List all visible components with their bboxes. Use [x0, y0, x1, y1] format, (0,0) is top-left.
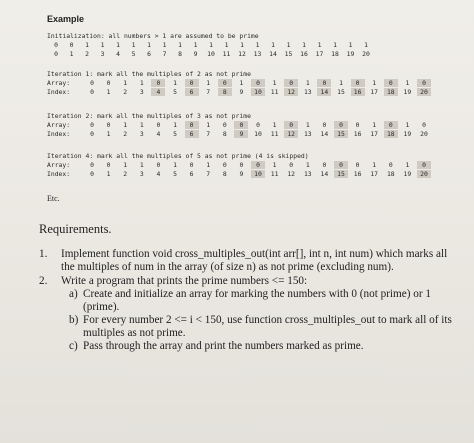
- index-cell: 4: [151, 88, 165, 96]
- array-cell: 0: [106, 121, 111, 129]
- etc-text: Etc.: [47, 194, 60, 203]
- index-cell: 14: [320, 170, 329, 178]
- index-cell: 10: [251, 88, 265, 96]
- array-cell: 1: [123, 121, 128, 129]
- array-cell: 1: [131, 41, 136, 49]
- index-cell: 17: [370, 88, 379, 96]
- array-cell: 1: [139, 79, 144, 87]
- array-cell: 0: [355, 161, 360, 169]
- index-cell: 16: [351, 88, 365, 96]
- array-cell: 1: [305, 79, 310, 87]
- index-cell: 11: [222, 50, 231, 58]
- array-cell: 0: [384, 79, 398, 87]
- index-cell: 20: [420, 130, 428, 138]
- index-cell: 3: [100, 50, 105, 58]
- init-title: Initialization: all numbers > 1 are assumed to be prime: [47, 32, 259, 40]
- index-cell: 9: [239, 170, 244, 178]
- index-cell: 8: [218, 88, 232, 96]
- sub-requirement-text: For every number 2 <= i < 150, use function cross_multiples_out to mark all of its multiples as not prime.: [83, 313, 452, 339]
- index-cell: 18: [331, 50, 339, 58]
- iteration-4-title: Iteration 4: mark all the multiples of 5 as not prime (4 is skipped): [47, 152, 309, 160]
- index-cell: 20: [417, 88, 431, 96]
- iteration-4-index-row: [47, 170, 428, 179]
- index-cell: 4: [156, 170, 161, 178]
- array-cell: 0: [284, 79, 298, 87]
- array-cell: 0: [189, 161, 194, 169]
- index-cell: 11: [270, 130, 279, 138]
- index-cell: 0: [90, 130, 94, 138]
- index-cell: 18: [384, 88, 398, 96]
- index-cell: 2: [85, 50, 89, 58]
- array-cell: 1: [240, 41, 244, 49]
- array-cell: 1: [405, 79, 410, 87]
- index-cell: 8: [222, 130, 227, 138]
- array-cell: 1: [162, 41, 167, 49]
- index-cell: 18: [384, 130, 398, 138]
- index-cell: 15: [337, 88, 345, 96]
- array-cell: 0: [417, 161, 431, 169]
- index-cell: 6: [185, 130, 199, 138]
- iteration-2-array-row: [47, 121, 426, 130]
- array-cell: 0: [334, 121, 348, 129]
- index-cell: 12: [284, 130, 298, 138]
- iteration-1-title: Iteration 1: mark all the multiples of 2 as not prime: [47, 70, 251, 78]
- array-cell: 1: [206, 121, 211, 129]
- array-cell: 1: [173, 79, 177, 87]
- array-cell: 1: [317, 41, 322, 49]
- sub-requirement-item: [39, 288, 459, 314]
- index-cell: 8: [178, 50, 182, 58]
- index-cell: 14: [269, 50, 277, 58]
- index-label: Index:: [47, 130, 71, 138]
- array-cell: 1: [173, 121, 177, 129]
- index-cell: 16: [353, 170, 362, 178]
- array-cell: 0: [351, 79, 365, 87]
- init-section: [47, 32, 370, 59]
- index-cell: 13: [253, 50, 262, 58]
- iteration-2-section: [47, 112, 428, 139]
- iteration-4-array-row: [47, 161, 426, 170]
- index-cell: 6: [189, 170, 194, 178]
- index-cell: 11: [270, 170, 279, 178]
- array-cell: 1: [286, 41, 291, 49]
- array-cell: 1: [348, 41, 353, 49]
- array-cell: 0: [90, 79, 94, 87]
- index-cell: 15: [284, 50, 293, 58]
- sub-requirement-text: Pass through the array and print the numbers marked as prime.: [83, 339, 364, 352]
- array-cell: 0: [218, 79, 232, 87]
- array-cell: 0: [317, 79, 331, 87]
- index-cell: 2: [123, 130, 128, 138]
- array-cell: 0: [284, 121, 298, 129]
- iteration-2-index-row: [47, 130, 428, 139]
- array-cell: 0: [322, 161, 327, 169]
- index-cell: 17: [370, 170, 379, 178]
- index-cell: 20: [362, 50, 370, 58]
- array-cell: 1: [272, 121, 277, 129]
- index-cell: 16: [300, 50, 308, 58]
- index-cell: 4: [116, 50, 120, 58]
- sub-requirement-text: Create and initialize an array for marking the numbers with 0 (not prime) or 1 (prime).: [83, 288, 431, 314]
- iteration-1-array-row: [47, 79, 426, 88]
- array-cell: 0: [239, 161, 244, 169]
- requirements-title: Requirements.: [39, 222, 112, 236]
- array-cell: 0: [106, 79, 111, 87]
- index-cell: 16: [353, 130, 362, 138]
- iteration-1-index-row: [47, 88, 428, 97]
- array-cell: 0: [251, 161, 265, 169]
- iteration-2-title: Iteration 2: mark all the multiples of 3 as not prime: [47, 112, 251, 120]
- array-cell: 0: [185, 121, 199, 129]
- array-cell: 0: [234, 121, 248, 129]
- requirement-text: Implement function void cross_multiples_out(int arr[], int n, int num) which marks all the multiples of num in the array (of size n) as not prime (excluding num).: [61, 248, 448, 273]
- index-cell: 5: [173, 130, 177, 138]
- index-cell: 18: [386, 170, 395, 178]
- sub-requirement-number: c): [69, 339, 78, 352]
- index-label: Index:: [47, 88, 71, 96]
- array-cell: 1: [405, 161, 410, 169]
- array-cell: 1: [305, 161, 310, 169]
- array-cell: 0: [90, 161, 94, 169]
- array-cell: 0: [422, 121, 426, 129]
- index-cell: 19: [403, 170, 412, 178]
- array-cell: 0: [156, 121, 161, 129]
- array-cell: 1: [364, 41, 368, 49]
- init-index-row: [47, 50, 370, 59]
- sub-requirement-number: b): [69, 313, 79, 326]
- requirement-item: [39, 275, 459, 288]
- index-cell: 0: [90, 88, 94, 96]
- array-cell: 1: [272, 161, 277, 169]
- array-cell: 0: [222, 121, 227, 129]
- index-cell: 14: [320, 130, 329, 138]
- array-cell: 0: [106, 161, 111, 169]
- array-cell: 1: [206, 161, 211, 169]
- array-cell: 1: [193, 41, 198, 49]
- index-cell: 3: [139, 88, 144, 96]
- index-cell: 13: [303, 130, 312, 138]
- index-cell: 1: [69, 50, 74, 58]
- index-cell: 7: [162, 50, 167, 58]
- array-cell: 0: [222, 161, 227, 169]
- array-cell: 0: [90, 121, 94, 129]
- array-cell: 1: [305, 121, 310, 129]
- array-cell: 1: [123, 79, 128, 87]
- array-label: Array:: [47, 121, 71, 129]
- array-cell: 0: [251, 79, 265, 87]
- requirement-number: 1.: [39, 248, 48, 260]
- array-cell: 1: [271, 41, 275, 49]
- index-cell: 5: [173, 170, 177, 178]
- sub-requirement-number: a): [69, 288, 78, 301]
- index-cell: 5: [173, 88, 177, 96]
- array-cell: 1: [302, 41, 306, 49]
- init-array-row: [47, 41, 368, 50]
- index-cell: 2: [123, 88, 128, 96]
- index-cell: 15: [334, 130, 348, 138]
- index-cell: 1: [106, 88, 111, 96]
- array-label: Array:: [47, 79, 71, 87]
- array-cell: 0: [417, 79, 431, 87]
- array-cell: 1: [147, 41, 151, 49]
- array-cell: 1: [85, 41, 89, 49]
- array-cell: 1: [139, 161, 144, 169]
- index-cell: 20: [417, 170, 431, 178]
- index-cell: 1: [106, 170, 111, 178]
- array-label: Array:: [47, 161, 71, 169]
- index-cell: 11: [270, 88, 279, 96]
- index-cell: 7: [206, 170, 211, 178]
- requirement-number: 2.: [39, 274, 48, 287]
- requirements-list: [39, 248, 459, 352]
- index-cell: 1: [106, 130, 111, 138]
- sub-requirement-item: [39, 314, 459, 340]
- index-cell: 10: [254, 130, 262, 138]
- array-cell: 1: [209, 41, 213, 49]
- index-cell: 13: [303, 170, 312, 178]
- array-cell: 0: [151, 79, 165, 87]
- index-cell: 3: [139, 170, 144, 178]
- index-cell: 13: [303, 88, 312, 96]
- sub-requirement-item: [39, 340, 459, 353]
- index-cell: 12: [287, 170, 296, 178]
- index-cell: 19: [346, 50, 355, 58]
- index-cell: 10: [251, 170, 265, 178]
- array-cell: 0: [384, 121, 398, 129]
- array-cell: 1: [178, 41, 182, 49]
- index-cell: 0: [90, 170, 94, 178]
- array-cell: 1: [206, 79, 211, 87]
- array-cell: 1: [372, 121, 377, 129]
- index-cell: 12: [284, 88, 298, 96]
- index-cell: 2: [123, 170, 128, 178]
- array-cell: 1: [139, 121, 144, 129]
- index-cell: 9: [193, 50, 198, 58]
- array-cell: 0: [322, 121, 327, 129]
- array-cell: 1: [224, 41, 229, 49]
- array-cell: 1: [405, 121, 410, 129]
- array-cell: 1: [255, 41, 260, 49]
- array-cell: 0: [256, 121, 260, 129]
- array-cell: 1: [123, 161, 128, 169]
- index-cell: 0: [54, 50, 58, 58]
- index-cell: 6: [185, 88, 199, 96]
- index-cell: 6: [147, 50, 151, 58]
- array-cell: 1: [116, 41, 120, 49]
- array-cell: 1: [372, 79, 377, 87]
- array-cell: 1: [173, 161, 177, 169]
- array-cell: 0: [388, 161, 393, 169]
- index-cell: 17: [315, 50, 324, 58]
- index-cell: 9: [234, 130, 248, 138]
- array-cell: 1: [372, 161, 377, 169]
- array-cell: 0: [69, 41, 74, 49]
- array-cell: 0: [185, 79, 199, 87]
- index-cell: 17: [370, 130, 379, 138]
- example-title: Example: [47, 14, 85, 24]
- array-cell: 1: [339, 79, 343, 87]
- index-cell: 8: [222, 170, 227, 178]
- requirement-text: Write a program that prints the prime numbers <= 150:: [61, 274, 308, 287]
- index-cell: 19: [403, 88, 412, 96]
- array-cell: 0: [54, 41, 58, 49]
- array-cell: 1: [239, 79, 244, 87]
- index-cell: 7: [206, 130, 211, 138]
- iteration-1-section: [47, 70, 428, 97]
- array-cell: 0: [156, 161, 161, 169]
- index-cell: 7: [206, 88, 211, 96]
- index-cell: 4: [156, 130, 161, 138]
- index-cell: 19: [403, 130, 412, 138]
- iteration-4-section: [47, 152, 428, 179]
- array-cell: 0: [289, 161, 294, 169]
- index-cell: 5: [131, 50, 136, 58]
- array-cell: 0: [334, 161, 348, 169]
- index-cell: 9: [239, 88, 244, 96]
- array-cell: 1: [272, 79, 277, 87]
- index-cell: 10: [207, 50, 215, 58]
- index-cell: 15: [334, 170, 348, 178]
- index-cell: 3: [139, 130, 144, 138]
- index-label: Index:: [47, 170, 71, 178]
- array-cell: 1: [100, 41, 105, 49]
- array-cell: 0: [355, 121, 360, 129]
- array-cell: 1: [333, 41, 337, 49]
- requirement-item: [39, 248, 459, 274]
- index-cell: 14: [317, 88, 331, 96]
- index-cell: 12: [238, 50, 246, 58]
